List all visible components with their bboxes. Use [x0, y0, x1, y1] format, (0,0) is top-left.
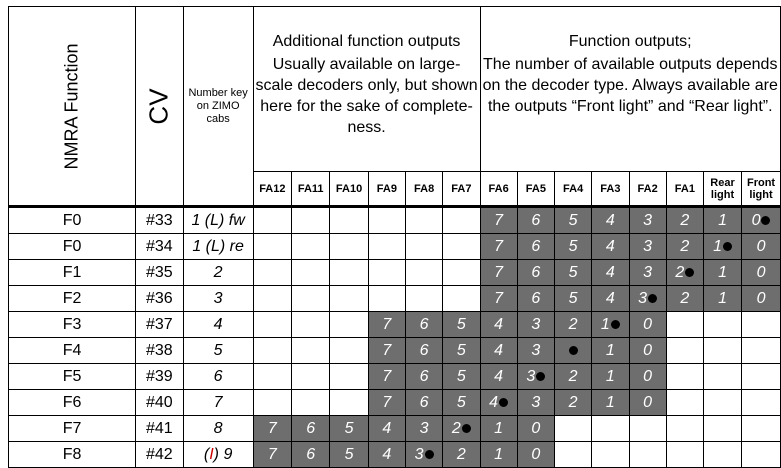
output-cell: 6 — [517, 260, 554, 286]
output-cell — [704, 442, 742, 468]
output-cell — [704, 338, 742, 364]
output-cell — [368, 207, 405, 234]
output-cell — [292, 390, 330, 416]
output-cell — [666, 442, 703, 468]
output-cell: 5 — [443, 364, 480, 390]
output-cell: 7 — [480, 286, 517, 312]
output-cell — [742, 338, 781, 364]
output-cell: 5 — [555, 260, 592, 286]
selected-dot-icon — [611, 320, 620, 329]
column-header: FA11 — [292, 172, 330, 207]
cv-cell: #35 — [136, 260, 184, 286]
output-cell: 0 — [517, 442, 554, 468]
selected-dot-icon — [425, 450, 434, 459]
output-cell: 0 — [629, 312, 666, 338]
column-header: FA12 — [253, 172, 291, 207]
output-cell: 5 — [330, 442, 368, 468]
function-cell: F0 — [9, 234, 136, 260]
selected-dot-icon — [761, 216, 770, 225]
output-cell: 0 — [517, 416, 554, 442]
key-cell: 1 (L) fw — [183, 207, 253, 234]
key-red-letter: I — [209, 445, 214, 463]
table-row — [9, 364, 781, 390]
output-cell: 3 — [406, 416, 443, 442]
output-cell: 5 — [330, 416, 368, 442]
output-cell: 2 — [666, 286, 703, 312]
output-cell — [330, 364, 368, 390]
output-cell: 3 — [629, 260, 666, 286]
key-cell — [183, 442, 253, 468]
output-cell — [330, 286, 368, 312]
output-cell — [742, 442, 781, 468]
cv-cell: #33 — [136, 207, 184, 234]
output-cell — [629, 442, 666, 468]
output-cell: 7 — [368, 338, 405, 364]
output-cell: 5 — [555, 286, 592, 312]
output-cell: 2 — [555, 364, 592, 390]
output-cell: 7 — [368, 364, 405, 390]
output-cell: 3 — [629, 234, 666, 260]
output-cell: 0 — [629, 364, 666, 390]
output-cell: 3 — [517, 390, 554, 416]
function-mapping-table — [8, 6, 781, 468]
output-cell: 7 — [480, 234, 517, 260]
output-cell — [704, 390, 742, 416]
output-cell: 7 — [368, 312, 405, 338]
output-cell — [330, 207, 368, 234]
output-cell — [330, 260, 368, 286]
column-header: FA2 — [629, 172, 666, 207]
output-cell: 5 — [443, 390, 480, 416]
output-cell — [406, 207, 443, 234]
output-cell — [292, 286, 330, 312]
cv-cell: #38 — [136, 338, 184, 364]
output-cell — [742, 364, 781, 390]
key-cell: 1 (L) re — [183, 234, 253, 260]
output-cell: 5 — [443, 312, 480, 338]
function-cell: F3 — [9, 312, 136, 338]
column-header: FA7 — [443, 172, 480, 207]
output-cell: 3 — [406, 442, 443, 468]
selected-dot-icon — [499, 398, 508, 407]
cv-cell: #34 — [136, 234, 184, 260]
output-cell: 0 — [629, 390, 666, 416]
output-cell — [330, 338, 368, 364]
output-cell: 3 — [517, 364, 554, 390]
output-cell: 6 — [292, 416, 330, 442]
output-cell — [330, 312, 368, 338]
output-cell: 0 — [629, 338, 666, 364]
output-cell: 4 — [480, 312, 517, 338]
key-cell: 8 — [183, 416, 253, 442]
output-cell: 4 — [368, 416, 405, 442]
output-cell: 0 — [742, 286, 781, 312]
output-cell — [253, 312, 291, 338]
output-cell: 0 — [742, 260, 781, 286]
output-cell — [704, 416, 742, 442]
output-cell: 6 — [517, 286, 554, 312]
output-cell: 4 — [480, 364, 517, 390]
output-cell: 1 — [704, 234, 742, 260]
output-cell: 1 — [592, 312, 629, 338]
function-cell: F0 — [9, 207, 136, 234]
function-outputs-header: Function outputs; The number of available outputs depends on the decoder type. Always available are the outputs “Front light” and “Rear light”. — [480, 7, 781, 172]
output-cell — [253, 390, 291, 416]
table-row — [9, 234, 781, 260]
output-cell: 2 — [666, 260, 703, 286]
output-cell: 4 — [368, 442, 405, 468]
output-cell — [443, 234, 480, 260]
output-cell: 3 — [517, 338, 554, 364]
output-cell — [292, 260, 330, 286]
output-cell — [742, 416, 781, 442]
function-cell: F4 — [9, 338, 136, 364]
output-cell: 5 — [555, 234, 592, 260]
output-cell: 3 — [629, 286, 666, 312]
output-cell — [330, 390, 368, 416]
output-cell — [406, 260, 443, 286]
output-cell — [704, 364, 742, 390]
cv-cell: #40 — [136, 390, 184, 416]
output-cell — [666, 338, 703, 364]
output-cell — [666, 312, 703, 338]
column-header: Rear light — [704, 172, 742, 207]
output-cell — [330, 234, 368, 260]
column-header: Front light — [742, 172, 781, 207]
output-cell: 6 — [517, 207, 554, 234]
output-cell — [406, 234, 443, 260]
output-cell: 4 — [592, 286, 629, 312]
output-cell: 7 — [480, 207, 517, 234]
output-cell: 1 — [480, 442, 517, 468]
function-cell: F5 — [9, 364, 136, 390]
output-cell: 7 — [368, 390, 405, 416]
selected-dot-icon — [685, 268, 694, 277]
table-row — [9, 312, 781, 338]
function-cell: F7 — [9, 416, 136, 442]
output-cell — [443, 286, 480, 312]
output-cell — [666, 364, 703, 390]
output-cell — [592, 442, 629, 468]
output-cell — [368, 234, 405, 260]
selected-dot-icon — [723, 242, 732, 251]
output-cell: 6 — [517, 234, 554, 260]
key-prefix: ( — [203, 445, 210, 463]
selected-dot-icon — [648, 294, 657, 303]
table-row — [9, 442, 781, 468]
output-cell: 3 — [629, 207, 666, 234]
function-cell: F8 — [9, 442, 136, 468]
column-header: FA1 — [666, 172, 703, 207]
output-cell — [629, 416, 666, 442]
output-cell — [555, 416, 592, 442]
output-cell: 6 — [406, 390, 443, 416]
cv-cell: #39 — [136, 364, 184, 390]
output-cell: 1 — [592, 364, 629, 390]
key-cell: 6 — [183, 364, 253, 390]
output-cell: 1 — [592, 390, 629, 416]
output-cell: 1 — [704, 286, 742, 312]
table-row — [9, 390, 781, 416]
output-cell: 2 — [666, 207, 703, 234]
column-header: FA9 — [368, 172, 405, 207]
output-cell: 4 — [480, 338, 517, 364]
output-cell: 7 — [253, 416, 291, 442]
output-cell — [555, 442, 592, 468]
output-cell — [253, 364, 291, 390]
function-cell: F1 — [9, 260, 136, 286]
output-cell — [292, 234, 330, 260]
output-cell: 3 — [517, 312, 554, 338]
output-cell — [253, 286, 291, 312]
output-cell — [292, 338, 330, 364]
output-cell — [253, 260, 291, 286]
key-cell: 2 — [183, 260, 253, 286]
output-cell — [742, 390, 781, 416]
output-cell: 1 — [480, 416, 517, 442]
table-row — [9, 416, 781, 442]
output-cell — [555, 338, 592, 364]
output-cell: 6 — [406, 338, 443, 364]
column-header: FA8 — [406, 172, 443, 207]
output-cell — [253, 207, 291, 234]
output-cell: 6 — [292, 442, 330, 468]
output-cell: 2 — [555, 312, 592, 338]
output-cell: 4 — [592, 260, 629, 286]
output-cell — [704, 312, 742, 338]
output-cell — [666, 390, 703, 416]
output-cell: 2 — [666, 234, 703, 260]
output-cell: 1 — [592, 338, 629, 364]
output-cell — [443, 260, 480, 286]
table-row — [9, 286, 781, 312]
key-cell: 4 — [183, 312, 253, 338]
output-cell — [742, 312, 781, 338]
nmra-function-header: NMRA Function — [9, 7, 136, 207]
table-row — [9, 338, 781, 364]
output-cell — [666, 416, 703, 442]
selected-dot-icon — [569, 346, 578, 355]
key-cell: 3 — [183, 286, 253, 312]
output-cell: 4 — [592, 234, 629, 260]
selected-dot-icon — [462, 424, 471, 433]
column-header: FA5 — [517, 172, 554, 207]
additional-outputs-header: Additional function outputs Usually available on large- scale decoders only, but shown here for the sake of complete- ness. — [253, 7, 480, 172]
output-cell: 5 — [443, 338, 480, 364]
cv-cell: #37 — [136, 312, 184, 338]
output-cell — [292, 364, 330, 390]
output-cell: 0 — [742, 207, 781, 234]
output-cell — [292, 207, 330, 234]
output-cell: 2 — [443, 442, 480, 468]
function-cell: F2 — [9, 286, 136, 312]
output-cell — [406, 286, 443, 312]
column-header: FA6 — [480, 172, 517, 207]
output-cell — [368, 260, 405, 286]
output-cell: 4 — [480, 390, 517, 416]
output-cell: 6 — [406, 312, 443, 338]
number-key-header: Number key on ZIMO cabs — [183, 7, 253, 207]
output-cell — [253, 234, 291, 260]
function-cell: F6 — [9, 390, 136, 416]
output-cell: 1 — [704, 260, 742, 286]
output-cell — [443, 207, 480, 234]
key-suffix: ) 9 — [213, 445, 233, 463]
output-cell: 5 — [555, 207, 592, 234]
output-cell — [368, 286, 405, 312]
output-cell: 2 — [555, 390, 592, 416]
key-cell: 7 — [183, 390, 253, 416]
output-cell: 1 — [704, 207, 742, 234]
key-cell: 5 — [183, 338, 253, 364]
cv-cell: #41 — [136, 416, 184, 442]
cv-cell: #36 — [136, 286, 184, 312]
table-row — [9, 207, 781, 234]
output-cell: 2 — [443, 416, 480, 442]
column-header: FA10 — [330, 172, 368, 207]
output-cell: 7 — [480, 260, 517, 286]
cv-cell: #42 — [136, 442, 184, 468]
output-cell: 4 — [592, 207, 629, 234]
output-cell — [292, 312, 330, 338]
cv-header: CV — [136, 7, 184, 207]
column-header: FA4 — [555, 172, 592, 207]
table-row — [9, 260, 781, 286]
selected-dot-icon — [536, 372, 545, 381]
output-cell — [253, 338, 291, 364]
output-cell: 0 — [742, 234, 781, 260]
output-cell — [592, 416, 629, 442]
output-cell: 7 — [253, 442, 291, 468]
column-header: FA3 — [592, 172, 629, 207]
output-cell: 6 — [406, 364, 443, 390]
